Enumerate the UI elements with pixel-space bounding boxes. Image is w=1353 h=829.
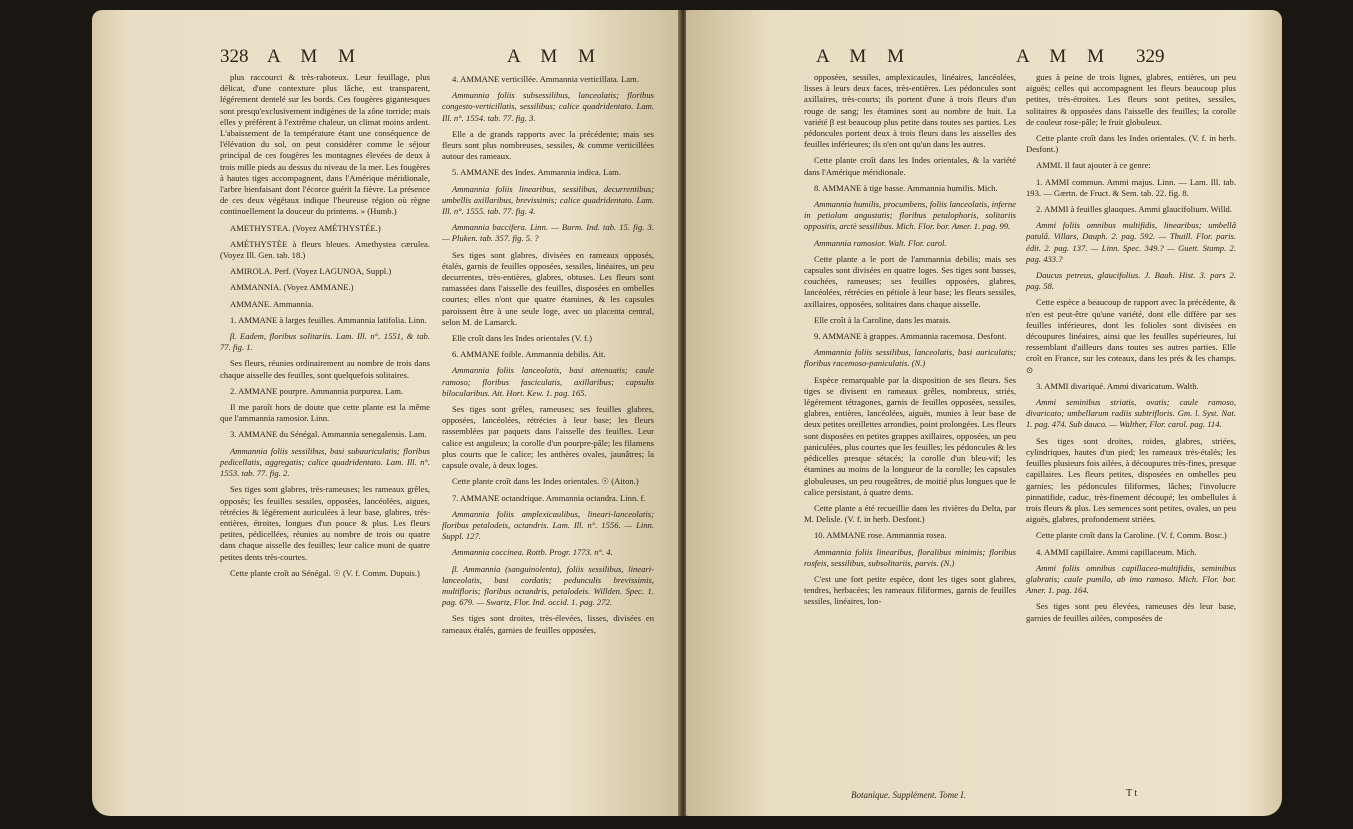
paragraph: C'est une fort petite espèce, dont les tiges sont glabres, tendres, herbacées; les rameaux filiformes, garnis de feuilles sessiles, linéaires, lon- xyxy=(804,573,1016,607)
entry-heading: 3. AMMANE du Sénégal. Ammannia senegalensis. Lam. xyxy=(230,429,427,440)
signature-mark: T t xyxy=(1126,788,1138,799)
left-column-1 xyxy=(220,72,430,584)
entry-heading: 4. AMMI capillaire. Ammi capillaceum. Mich. xyxy=(1036,546,1197,557)
paragraph: Ses tiges sont droites, roides, glabres, striées, cylindriques, hautes d'un pied; les rameaux très-étalés; les feuilles plusieurs fois ailées, à découpures très-fines, presque capillaires. Les fleurs petites, disposées en ombelles peu garnies; les pédoncules filiformes, lâches; l'involucre pinnatifide, caduc, très-finement découpé; les ombellules à trois fleurs & plus. Les semences sont petites, ovales, un peu aiguës, glabres, profondement striées. xyxy=(1026,435,1236,525)
latin-description: Ammannia foliis lanceolatis, basi attenuatis; caule ramoso; floribus fasciculatis, axillaribus; capsulis bilocularibus. Ait. Hort. Kew. 1. pag. 165. xyxy=(442,365,654,398)
paragraph: gues à peine de trois lignes, glabres, entières, un peu aiguës; celles qui accompagnent les fleurs beaucoup plus petites, très-étroites. Les fleurs sont petites, sessiles, solitaires & opposées dans l'aisselle des feuilles; la corolle de couleur rose-pâle; le fruit globuleux. xyxy=(1026,72,1236,127)
entry-heading: AMIROLA. Perf. (Voyez LAGUNOA, Suppl.) xyxy=(230,266,392,277)
entry-heading: AMÉTHYSTÉE à fleurs bleues. Amethystea cærulea. (Voyez Ill. Gen. tab. 18.) xyxy=(220,238,430,261)
latin-description: Ammannia humilis, procumbens, foliis lanceolatis, inferne in petiolum angustatis; floribus petalophoris, solitariis oppositis, arctè sessilibus. Mich. Flor. bor. Amer. 1. pag. 99. xyxy=(804,199,1016,232)
latin-description: Ammannia foliis amplexicaulibus, lineari-lanceolatis; floribus petalodeis, octandris. Lam. Ill. n°. 1556. — Linn. Suppl. 127. xyxy=(442,508,654,542)
entry-heading: 9. AMMANE à grappes. Ammannia racemosa. Desfont. xyxy=(814,331,1007,342)
entry-heading: AMETHYSTEA. (Voyez AMÉTHYSTÉE.) xyxy=(230,222,381,233)
paragraph: Cette plante croît dans les Indes orientales, & la variété dans l'Amérique méridionale. xyxy=(804,155,1016,177)
page-footer: Botanique. Supplément. Tome I. xyxy=(851,790,966,800)
latin-description: Ammannia coccinea. Rottb. Progr. 1773. n°. 4. xyxy=(452,547,613,558)
entry-heading: 2. AMMANE pourpre. Ammannia purpurea. Lam. xyxy=(230,385,404,396)
entry-heading: AMMANE. Ammannia. xyxy=(230,298,314,309)
right-column-2 xyxy=(1026,72,1236,629)
paragraph: Ses tiges sont grêles, rameuses; ses feuilles glabres, opposées, lancéolées, rétrécies à leur base; les fleurs rassemblées par paquets dans l'aisselle des feuilles. Leur calice est anguleux; la corolle d'un pourpre-pâle; les filamens plus courts que le calice; les anthères ovales, jaunâtres; la capsule ovale, à deux loges. xyxy=(442,404,654,471)
latin-description: β. Eadem, floribus solitariis. Lam. Ill. n°. 1551, & tab. 77. fig. 1. xyxy=(220,331,430,353)
paragraph: Cette espèce a beaucoup de rapport avec la précédente, & n'en est peut-être qu'une variété, dont elle diffère par ses feuilles inférieures, dont les folioles sont divisées en découpures linéaires, ainsi que les feuilles supérieures, lui ressemblant d'ailleurs dans toutes ses autres parties. Elle croît en France, sur les coteaux, dans les prés & les champs. ⊙ xyxy=(1026,297,1236,375)
latin-description: Ammannia ramosior. Walt. Flor. carol. xyxy=(814,237,947,248)
entry-heading: 10. AMMANE rose. Ammannia rosea. xyxy=(814,530,947,541)
running-header-left-2: A M M xyxy=(507,46,603,67)
entry-heading: 1. AMMI commun. Ammi majus. Linn. — Lam. Ill. tab. 193. — Gærtn. de Fruct. & Sem. tab. 22. fig. 8. xyxy=(1026,176,1236,198)
entry-heading: 8. AMMANE à tige basse. Ammannia humilis. Mich. xyxy=(814,182,998,193)
latin-description: Ammannia foliis subsessilibus, lanceolatis; floribus congesto-verticillatis, sessilibus; calice quadridentato. Lam. Ill. n°. 1554. tab. 77. fig. 3. xyxy=(442,90,654,123)
running-header-left: A M M xyxy=(267,46,363,67)
page-number-left: 328 xyxy=(220,46,249,67)
paragraph: Cette plante a le port de l'ammannia debilis; mais ses capsules sont divisées en quatre loges. Ses tiges sont basses, couchées, rameuses; ses feuilles opposées, glabres, lancéolées, rétrécies en pétiole à leur base; les fleurs sessiles, axillaires, opposées, solitaires dans chaque aisselle. xyxy=(804,253,1016,309)
entry-heading: 5. AMMANE des Indes. Ammannia indica. Lam. xyxy=(452,167,621,178)
entry-heading: AMMANNIA. (Voyez AMMANE.) xyxy=(230,282,354,293)
left-column-2 xyxy=(442,72,654,641)
open-book xyxy=(92,10,1282,822)
latin-description: Ammi foliis omnibus multifidis, linearibus; umbellâ patulâ. Villars, Dauph. 2. pag. 592. — Thuill. Flor. paris. édit. 2. pag. 137. — Linn. Spec. 349.? — Guett. Stamp. 2. pag. 433.? xyxy=(1026,220,1236,264)
entry-heading: 7. AMMANE octandrique. Ammannia octandra. Linn. f. xyxy=(452,492,646,503)
paragraph: Elle croît à la Caroline, dans les marais. xyxy=(814,314,951,325)
paragraph: Cette plante croît dans les Indes orientales. ☉ (Aiton.) xyxy=(452,476,639,487)
paragraph: plus raccourci & très-raboteux. Leur feuillage, plus délicat, d'une contexture plus lâche, est transparent, légérement dentelé sur les bords. Ces fougères gigantesques sont presqu'exclusivement indigènes de la zône torride; mais elles y préfèrent à l'extrême chaleur, un climat moins ardent. L'abaissement de la température étant une conséquence de l'élévation du sol, on peut considérer comme le séjour principal de ces fougères les montagnes élevées de deux à trois mille pieds au dessus du niveau de la mer. Les fougères à hautes tiges accompagnent, dans l'Amérique méridionale, l'arbre bienfaisant dont l'écorce guérit la fièvre. La présence de ces deux végétaux indique l'heureuse région où règne continuellement la douceur du printems. » (Humb.) xyxy=(220,72,430,217)
paragraph: Cette plante croît dans les Indes orientales. (V. f. in herb. Desfont.) xyxy=(1026,133,1236,155)
paragraph: Ses tiges sont glabres, très-rameuses; les rameaux grêles, opposés; les feuilles sessiles, opposées, lancéolées, aigues, rétrécies & légérement auriculées à leur base, glabres, très-entières, étroites, longues d'un pouce & plus. Les fleurs petites, pédicellées, réunies au nombre de trois ou quatre dans chaque aisselle des feuilles; leur calice muni de quatre petites dents très-courtes. xyxy=(220,484,430,562)
latin-description: Ammannia foliis sessilibus, basi subauriculatis; floribus pedicellatis, aggregatis; calice quadridentato. Lam. Ill. n°. 1553. tab. 77. fig. 2. xyxy=(220,445,430,479)
paragraph: Il me paroît hors de doute que cette plante est la même que l'ammannia ramosior. Linn. xyxy=(220,402,430,424)
page-number-right: 329 xyxy=(1136,46,1165,67)
latin-description: Ammannia foliis sessilibus, lanceolatis, basi auriculatis; floribus racemoso-paniculatis. (N.) xyxy=(804,347,1016,369)
paragraph: Elle a de grands rapports avec la précédente; mais ses fleurs sont plus nombreuses, sessiles, & comme verticillées autour des rameaux. xyxy=(442,128,654,162)
paragraph: Ses fleurs, réunies ordinairement au nombre de trois dans chaque aisselle des feuilles, sont quelquefois solitaires. xyxy=(220,358,430,380)
paragraph: Ses tiges sont glabres, divisées en rameaux opposés, étalés, garnis de feuilles opposées, sessiles, linéaires, un peu decurrentes, très-entières, glabres, obtuses. Les fleurs sont ramassées dans l'aisselle des feuilles, disposées en ombelles courtes; elles n'ont que quatre étamines, & les capsules paroissent être à une seule loge, avec un placenta central, selon M. de Lamarck. xyxy=(442,249,654,327)
entry-heading: 6. AMMANE foible. Ammannia debilis. Ait. xyxy=(452,349,606,360)
running-header-right-2: A M M xyxy=(1016,46,1112,67)
entry-heading: 4. AMMANE verticillée. Ammannia verticillata. Lam. xyxy=(452,74,639,84)
running-header-right: A M M xyxy=(816,46,912,67)
right-column-1 xyxy=(804,72,1016,613)
paragraph: Cette plante a été recueillie dans les rivières du Delta, par M. Delisle. (V. f. in herb. Desfont.) xyxy=(804,502,1016,525)
paragraph: Ses tiges sont droites, très-élevées, lisses, divisées en rameaux étalés, garnies de feuilles opposées, xyxy=(442,613,654,635)
latin-description: Daucus petreus, glaucifolius. J. Bauh. Hist. 3. pars 2. pag. 58. xyxy=(1026,270,1236,292)
entry-heading: 2. AMMI à feuilles glauques. Ammi glaucifolium. Willd. xyxy=(1036,204,1232,215)
latin-description: Ammannia foliis linearibus, floralibus minimis; floribus rosfeis, sessilibus, subsolitariis, parvis. (N.) xyxy=(804,546,1016,568)
paragraph: opposées, sessiles, amplexicaules, linéaires, lancéolées, lisses à leurs deux faces, très-entières. Les pédoncules sont axillaires, très-courts; ils portent d'une à trois fleurs d'un rouge de sang; les étamines sont au nombre de huit. La variété β est beaucoup plus petite dans toutes ses parties. Les pédoncules portent deux à trois fleurs dans les aisselles des feuilles inférieures; ils n'en ont qu'un dans les autres. xyxy=(804,72,1016,150)
latin-description: Ammi foliis omnibus capillaceo-multifidis, seminibus glabratis; caule pumilo, ab imo ramoso. Mich. Flor. bor. Amer. 1. pag. 164. xyxy=(1026,562,1236,596)
right-page xyxy=(686,10,1282,816)
latin-description: Ammi seminibus striatis, ovatis; caule ramoso, divaricato; umbellarum radiis subtrifloris. Gm. l. Syst. Nat. 1. pag. 474. Sub dauco. — Walther, Flor. carol. pag. 114. xyxy=(1026,397,1236,430)
latin-description: Ammannia baccifera. Linn. — Burm. Ind. tab. 15. fig. 3. — Pluken. tab. 357. fig. 5. ? xyxy=(442,222,654,244)
latin-description: Ammannia foliis linearibus, sessilibus, decurrentibus; umbellis axillaribus, brevissimis; calice quadridentato. Lam. Ill. n°. 1555. tab. 77. fig. 4. xyxy=(442,183,654,217)
paragraph: Cette plante croît dans la Caroline. (V. f. Comm. Bosc.) xyxy=(1036,530,1227,541)
entry-heading: 1. AMMANE à larges feuilles. Ammannia latifolia. Linn. xyxy=(230,314,427,325)
entry-heading: 3. AMMI divariqué. Ammi divaricatum. Walth. xyxy=(1036,380,1199,391)
paragraph: Cette plante croît au Sénégal. ☉ (V. f. Comm. Dupuis.) xyxy=(230,567,420,578)
paragraph: Espèce remarquable par la disposition de ses fleurs. Ses tiges se divisent en rameaux grêles, nombreux, striés, légérement tétragones, garnis de feuilles opposées, sessiles, glabres, entières, lancéolées, aiguës, munies à leur base de deux petites oreillettes arrondies, point prolongées. Les fleurs sont disposées en petites grappes axillaires, opposées, un peu paniculées, plus courtes que les feuilles; les pédoncules & les pédicelles presque sétacés; la corolle d'un bleu-vif; les étamines au moins de la longueur de la corolle; les capsules globuleuses, un peu rougeâtres, de moitié plus longues que le calice persistant, à quatre dents. xyxy=(804,374,1016,497)
left-page xyxy=(92,10,680,816)
paragraph: Elle croît dans les Indes orientales (V. f.) xyxy=(452,333,592,344)
latin-description: β. Ammannia (sanguinolenta), foliis sessilibus, lineari-lanceolatis, basi cordatis; pedunculis brevissimis, multifloris; floribus octandris, petalodeis. Willden. Spec. 1. pag. 679. — Swartz, Flor. Ind. occid. 1. pag. 272. xyxy=(442,563,654,608)
paragraph: Ses tiges sont peu élevées, rameuses dès leur base, garnies de feuilles ailées, composées de xyxy=(1026,601,1236,623)
entry-heading: AMMI. Il faut ajouter à ce genre: xyxy=(1036,160,1151,171)
